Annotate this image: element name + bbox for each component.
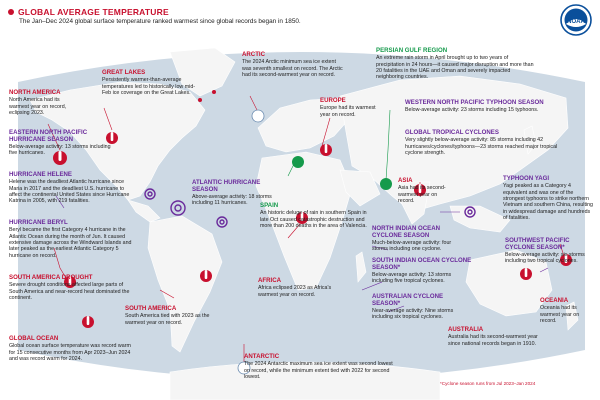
region-africa: AFRICA Africa eclipsed 2023 as Africa's warmest year on record. <box>258 277 332 298</box>
thermometer-icon <box>320 144 332 156</box>
region-western-north-pacific: WESTERN NORTH PACIFIC TYPHOON SEASON Below-average activity: 23 storms including 15 typhoons. <box>405 99 544 114</box>
region-hurricane-helene: HURRICANE HELENE Helene was the deadliest Atlantic hurricane since Maria in 2017 and the deadliest U.S. hurricane to affect the continental United States since Hurricane Katrina in 2005, with 219 fatalities. <box>9 171 130 205</box>
region-north-indian-ocean: NORTH INDIAN OCEAN CYCLONE SEASON Much-below-average activity: four storms including one cyclone. <box>372 225 452 253</box>
region-oceania: OCEANIA Oceania had its warmest year on record. <box>540 297 580 324</box>
region-europe: EUROPE Europe had its warmest year on record. <box>320 97 376 118</box>
sea-ice-icon <box>252 110 264 122</box>
rain-icon <box>292 156 304 168</box>
noaa-logo <box>560 4 592 36</box>
region-north-america: NORTH AMERICA North America had its warmest year on record, eclipsing 2023. <box>9 89 67 116</box>
region-australia: AUSTRALIA Australia had its second-warmest year since national records began in 1910. <box>448 326 538 347</box>
thermometer-icon <box>82 316 94 328</box>
page-title: GLOBAL AVERAGE TEMPERATURE <box>8 7 478 17</box>
region-south-indian-ocean: SOUTH INDIAN OCEAN CYCLONE SEASON* Below-average activity: 13 storms including five tropical cyclones. <box>372 257 472 285</box>
thermometer-icon <box>520 268 532 280</box>
region-australian-cyclone: AUSTRALIAN CYCLONE SEASON* Near-average activity: Nine storms including six tropical cyclones. <box>372 293 454 321</box>
region-eastern-north-pacific: EASTERN NORTH PACIFIC HURRICANE SEASON Below-average activity: 13 storms including five hurricanes. <box>9 129 111 157</box>
page-header <box>8 7 478 25</box>
region-south-america-drought: SOUTH AMERICA DROUGHT Severe drought conditions affected large parts of South America and near-record heat dominated the continent. <box>9 274 130 301</box>
region-global-tropical-cyclones: GLOBAL TROPICAL CYCLONES Very slightly below-average activity: 85 storms including 42 hurricanes/cyclones/typhoons—23 storms reached major tropical cyclone strength. <box>405 129 558 156</box>
region-antarctic: ANTARCTIC The 2024 Antarctic maximum sea ice extent was second lowest on record, while the minimum extent tied with 2022 for second lowest. <box>244 353 393 380</box>
region-atlantic-hurricane: ATLANTIC HURRICANE SEASON Above-average activity: 18 storms including 11 hurricanes. <box>192 179 272 207</box>
region-hurricane-beryl: HURRICANE BERYL Beryl became the first Category 4 hurricane in the Atlantic Ocean during the month of Jun. It caused extensive damage across the Windward Islands and later peaked as the earliest Atlantic Category 5 hurricane on record. <box>9 219 132 259</box>
region-south-america: SOUTH AMERICA South America tied with 2023 as the warmest year on record. <box>125 305 210 326</box>
thermometer-icon <box>200 270 212 282</box>
rain-icon <box>380 178 392 190</box>
page-subtitle: The Jan–Dec 2024 global surface temperature ranked warmest since global records began in 1850. <box>19 18 301 25</box>
footnote: *Cyclone season runs from Jul 2023–Jan 2024 <box>440 381 536 386</box>
region-asia: ASIA Asia had its second-warmest year on record. <box>398 177 446 204</box>
region-spain: SPAIN An historic deluge of rain in southern Spain in late Oct caused catastrophic destruction and more than 200 deaths in the area of Valencia. <box>260 202 367 229</box>
region-persian-gulf: PERSIAN GULF REGION An extreme rain storm in April brought up to two years of precipitation in 24 hours—it caused major disruption and more than 20 fatalities in the UAE and Oman and severely impacted neighboring countries. <box>376 47 534 81</box>
region-arctic: ARCTIC The 2024 Arctic minimum sea ice extent was seventh smallest on record. The Arctic had its second-warmest year on record. <box>242 51 343 78</box>
region-global-ocean: GLOBAL OCEAN Global ocean surface temperature was record warm for 15 consecutive months from Apr 2023–Jun 2024 and was record warm for 2024. <box>9 335 131 362</box>
region-great-lakes: GREAT LAKES Persistently warmer-than-average temperatures led to historically low mid-Feb ice coverage on the Great Lakes. <box>102 69 196 96</box>
bullet-icon <box>8 9 14 15</box>
svg-text:NOAA: NOAA <box>567 19 585 25</box>
region-typhoon-yagi: TYPHOON YAGI Yagi peaked as a Category 4 equivalent and was one of the strongest typhoons to strike northern Vietnam and southern China, resulting in widespread damage and hundreds of fatalities. <box>503 175 594 221</box>
region-southwest-pacific: SOUTHWEST PACIFIC CYCLONE SEASON* Below-average activity: six storms including two tropical cyclones. <box>505 237 585 265</box>
